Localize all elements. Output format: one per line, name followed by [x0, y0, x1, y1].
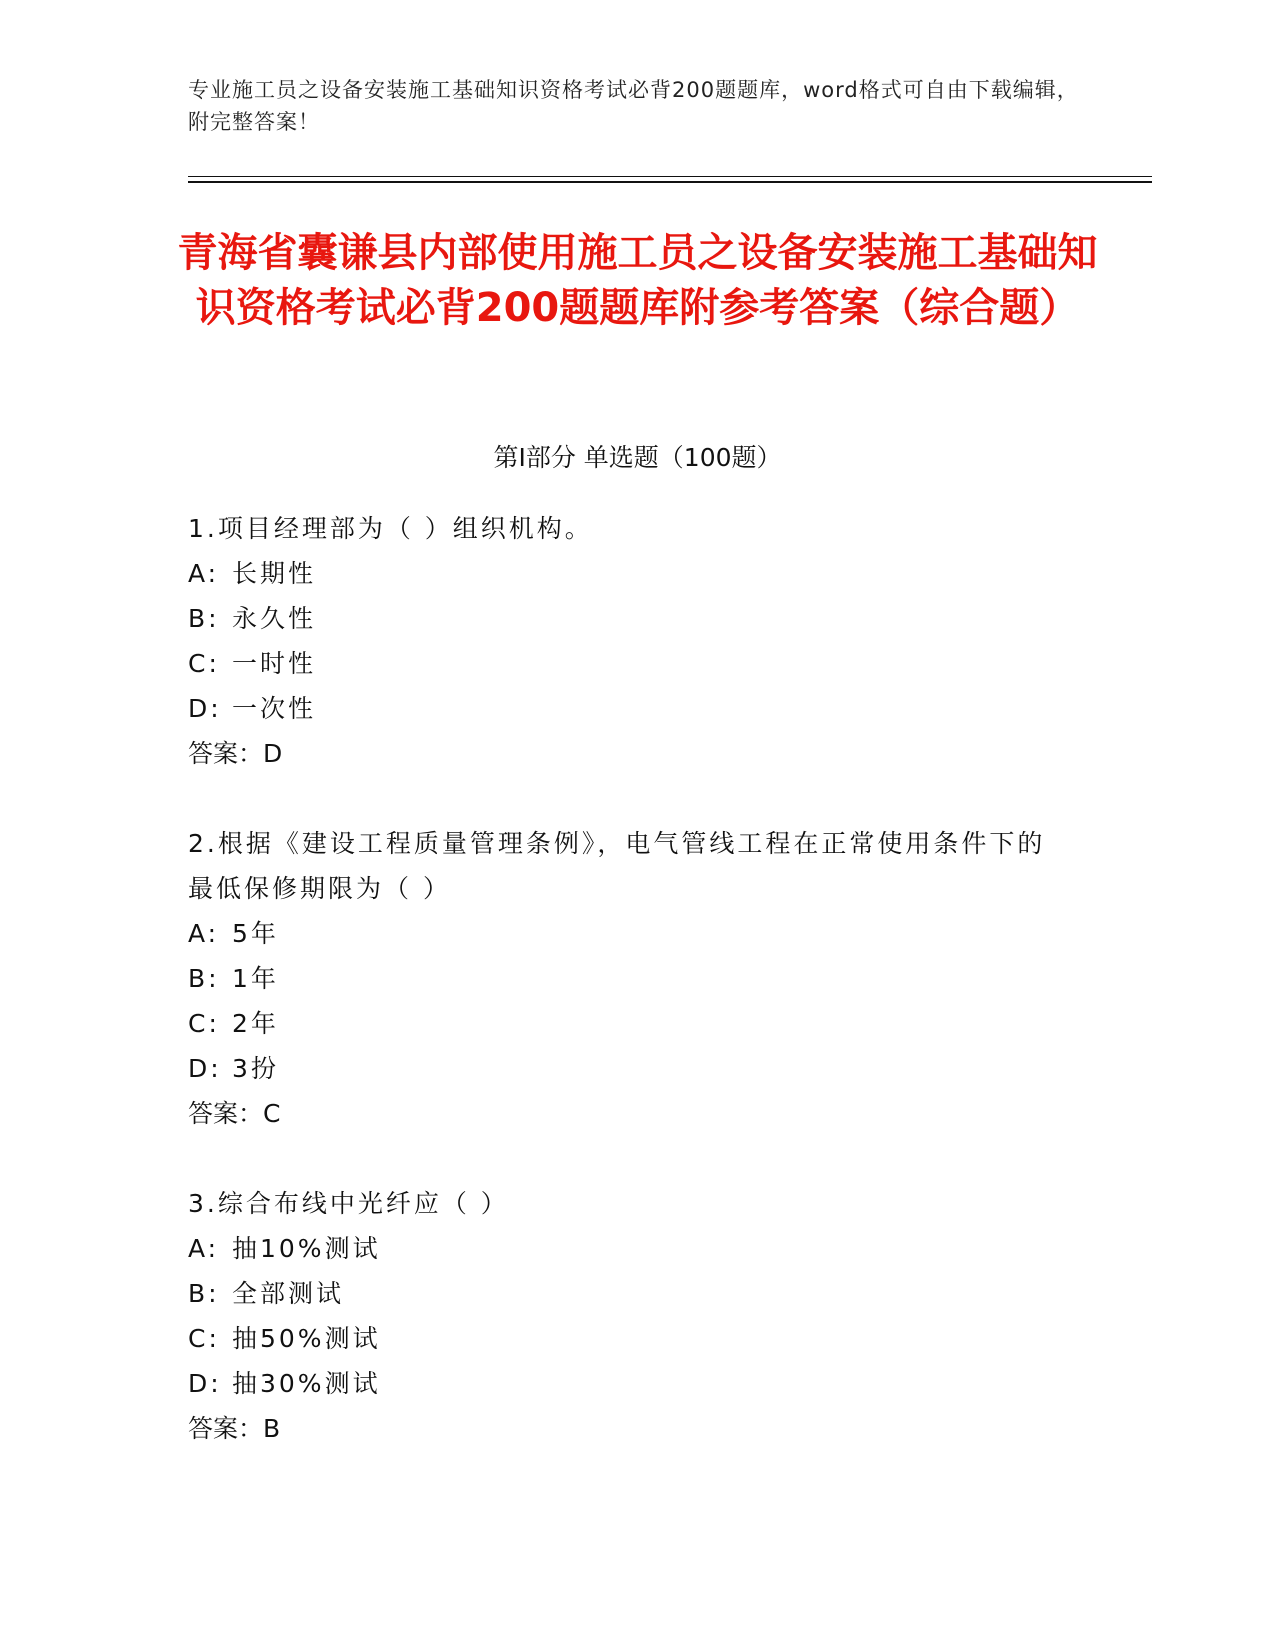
option-d [188, 686, 1068, 731]
option-d [188, 1046, 1068, 1091]
option-letter: D: [188, 1054, 222, 1083]
question-3 [188, 1181, 1068, 1451]
option-b [188, 596, 1068, 641]
option-text: 5年 [232, 919, 279, 948]
option-letter: D: [188, 694, 222, 723]
header-rule-thick [188, 181, 1152, 183]
option-a [188, 551, 1068, 596]
option-c [188, 1001, 1068, 1046]
option-text: 抽10%测试 [232, 1234, 381, 1263]
question-stem: 1.项目经理部为（ ）组织机构。 [188, 514, 593, 543]
option-letter: B: [188, 1279, 220, 1308]
option-text: 抽30%测试 [232, 1369, 381, 1398]
question-stem: 2.根据《建设工程质量管理条例》，电气管线工程在正常使用条件下的最低保修期限为（ ） [188, 829, 1046, 903]
option-text: 一时性 [232, 649, 317, 678]
option-text: 1年 [232, 964, 279, 993]
option-letter: A: [188, 1234, 220, 1263]
answer: 答案：C [188, 1099, 281, 1128]
option-c [188, 1316, 1068, 1361]
section-heading: 第Ⅰ部分 单选题（100题） [493, 443, 782, 472]
option-letter: C: [188, 1009, 220, 1038]
header-rule-thin [188, 176, 1152, 177]
option-letter: B: [188, 604, 220, 633]
option-letter: C: [188, 649, 220, 678]
option-text: 长期性 [232, 559, 317, 588]
answer: 答案：B [188, 1414, 281, 1443]
option-letter: A: [188, 919, 220, 948]
question-2 [188, 821, 1068, 1136]
option-a [188, 911, 1068, 956]
option-text: 2年 [232, 1009, 279, 1038]
option-text: 一次性 [232, 694, 317, 723]
option-text: 抽50%测试 [232, 1324, 381, 1353]
option-text: 全部测试 [232, 1279, 345, 1308]
option-letter: D: [188, 1369, 222, 1398]
option-letter: A: [188, 559, 220, 588]
option-b [188, 956, 1068, 1001]
option-text: 3扮 [232, 1054, 279, 1083]
answer: 答案：D [188, 739, 283, 768]
option-a [188, 1226, 1068, 1271]
question-stem: 3.综合布线中光纤应（ ） [188, 1189, 509, 1218]
option-d [188, 1361, 1068, 1406]
option-letter: B: [188, 964, 220, 993]
option-text: 永久性 [232, 604, 317, 633]
document-title: 青海省囊谦县内部使用施工员之设备安装施工基础知识资格考试必背200题题库附参考答案（综合题） [177, 230, 1098, 331]
option-letter: C: [188, 1324, 220, 1353]
header-note: 专业施工员之设备安装施工基础知识资格考试必背200题题库，word格式可自由下载编辑，附完整答案！ [188, 78, 1079, 134]
question-1 [188, 506, 1068, 776]
option-b [188, 1271, 1068, 1316]
option-c [188, 641, 1068, 686]
